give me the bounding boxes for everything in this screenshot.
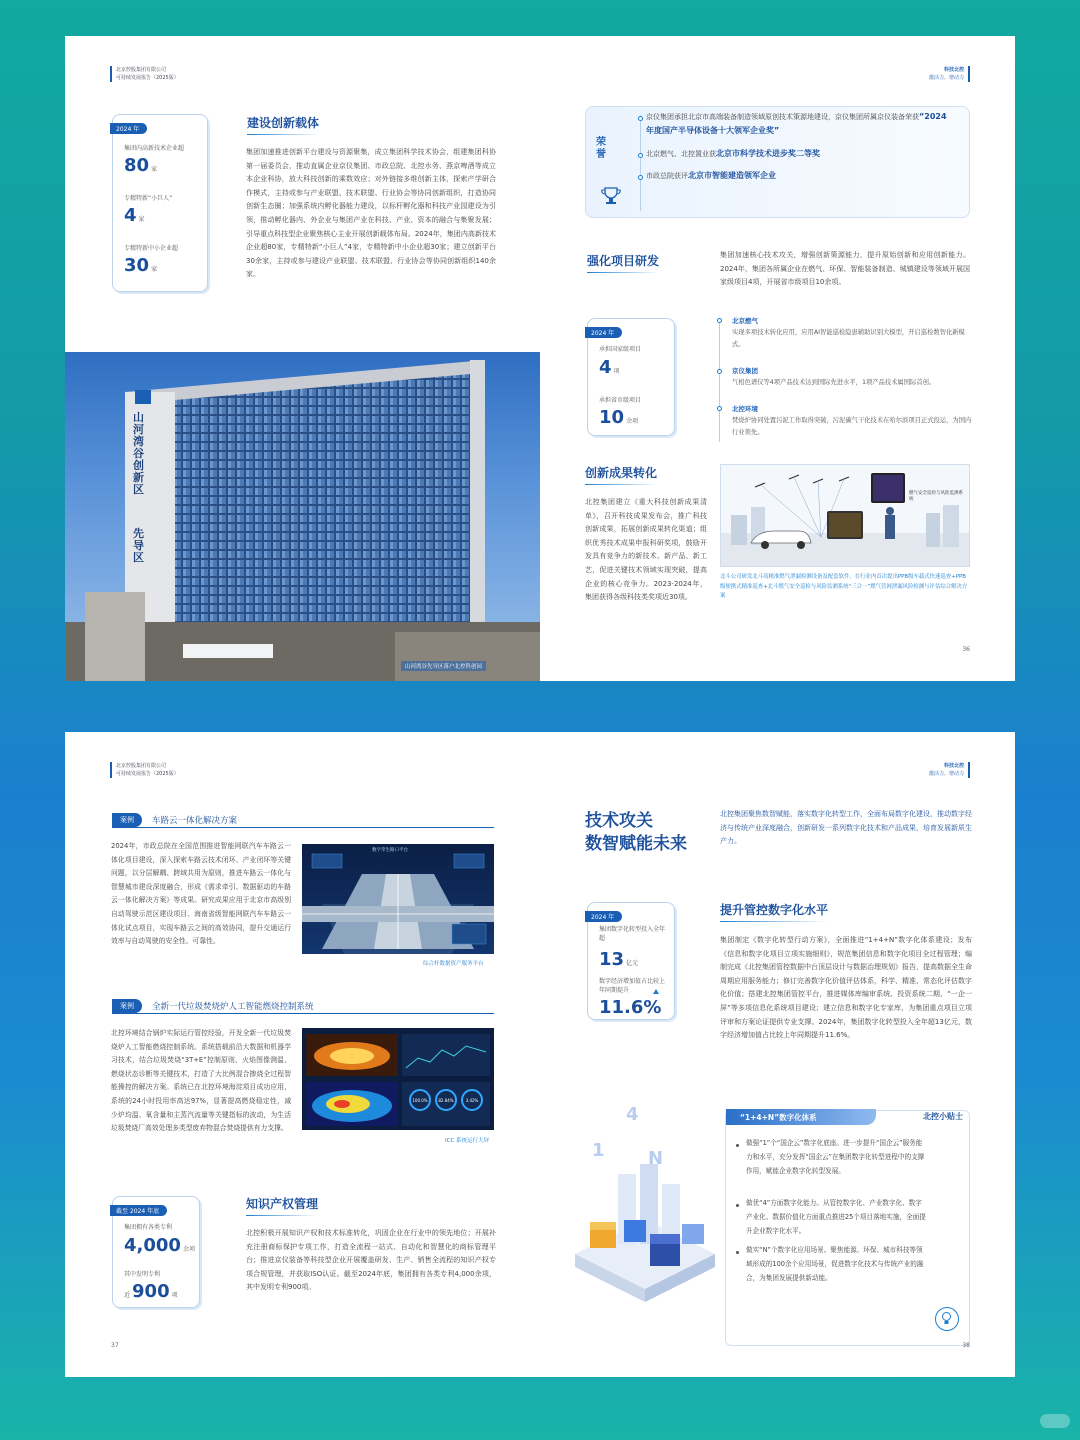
stat-value: 10 余项 (599, 407, 639, 428)
lightbulb-icon (935, 1307, 959, 1331)
tip-item: 做优“4”方面数字化能力。从管控数字化、产业数字化、数字产业化、数据价值化方面重点推进25个项目落地实施，全面提升企业数字化水平。 (746, 1199, 926, 1235)
chapter-title-line2: 数智赋能未来 (585, 834, 687, 854)
building-sign-main: 山河湾谷创新区 (133, 411, 144, 496)
photo-caption: 山河湾谷先导区落户北控科创园 (401, 661, 486, 671)
header-company (110, 66, 179, 82)
gauge-value: 100.0% (412, 1098, 428, 1103)
building-photo (65, 352, 540, 681)
stat-value: 30 家 (124, 255, 158, 276)
stat-label: 数字经济增加值占比较上年同期提升 (599, 978, 666, 994)
tips-tag: 北控小贴士 (923, 1112, 963, 1121)
stat-label: 专精特新中小企业超 (124, 245, 179, 252)
building-sign-sub: 先导区 (133, 527, 144, 564)
tips-panel (725, 1110, 970, 1346)
tip-item: 做强“1”个“国企云”数字化底座。进一步提升“国企云”服务能力和水平，充分发挥“国企云”在集团数字化转型进程中的支撑作用，赋能企业数字化转型发展。 (746, 1139, 925, 1175)
case-divider (112, 827, 494, 828)
chapter-title-line1: 技术攻关 (585, 811, 653, 831)
digital-stats-box (587, 902, 675, 1020)
digital-system-illustration (570, 1104, 720, 1304)
stat-value: 4 项 (599, 357, 620, 378)
honor-dot (638, 116, 643, 121)
header-company-name: 北京控股集团有限公司 (116, 763, 167, 769)
case-header (112, 812, 494, 828)
timeline-title: 北控环境 (732, 405, 758, 413)
figure-label: 燃气安全巡检与风险监测系统 (909, 491, 963, 502)
timeline-text: 气相色谱仪等4项产品技术达到国际先进水平，1项产品技术属国际首创。 (732, 379, 936, 386)
header-company (110, 762, 179, 778)
section-title: 建设创新载体 (247, 116, 320, 130)
gauge-value: 82.84% (438, 1098, 454, 1103)
gas-monitoring-figure (720, 464, 970, 567)
timeline-title: 京仪集团 (732, 367, 758, 375)
case-body: 北控环境结合锅炉实际运行管控经验，开发全新一代垃圾焚烧炉人工智能燃烧控制系统。系统搭载前沿大数据和机器学习技术，结合垃圾焚烧“3T+E”控制原则、火焰图像测温、燃烧状态诊断等关键技术，打造了大比例混合掺烧全过程智能操控的解决方案。系统已在北控环境海淀项目成功应用，系统的24小时投用率高达97%，显著提高燃烧稳定性，减少炉均温、氧含量和主蒸汽流量等关键指标的波动，为生活垃圾焚烧厂高效处理多类型废弃物混合焚烧提供有力支撑。 (111, 1029, 291, 1133)
smart-intersection-image (302, 844, 494, 954)
bullet-dot (736, 1204, 739, 1207)
honors-label: 荣誉 (596, 137, 606, 160)
gas-monitoring-illustration (721, 465, 970, 567)
image-caption: ICC 系统运行大屏 (445, 1138, 490, 1144)
watermark-badge (1040, 1414, 1070, 1428)
innovation-stats-box (112, 114, 208, 292)
honor-item: 京仪集团承担北京市高端装备制造领域原创技术策源地建设，京仪集团所属京仪装备荣获“2024 年度国产半导体设备十大领军企业奖” (646, 112, 947, 135)
tips-header (726, 1109, 971, 1125)
iso-label-1: 1 (592, 1140, 605, 1161)
header-report-name: 可持续发展报告（2025版） (116, 75, 179, 81)
icc-dashboard-image (302, 1028, 494, 1130)
section-title: 创新成果转化 (585, 466, 658, 480)
stat-label: 集团数字化转型投入全年超 (599, 926, 666, 942)
timeline-text: 焚烧炉协同处置污泥工作取得突破，污泥碳气干化技术在哈尔滨项目正式投运，为国内行业领先。 (732, 417, 972, 436)
chapter-intro: 北控集团聚焦数智赋能，落实数字化转型工作，全面布局数字化建设，推动数字经济与传统产业深度融合，创新研发一系列数字化技术和产品成果，培育发展新质生产力。 (720, 810, 972, 846)
trophy-icon (600, 185, 622, 207)
header-section-slogan: 激活力、增动力 (928, 75, 964, 81)
section-body: 集团加速推进创新平台建设与资源聚集，成立集团科学技术协会，组建集团科协第一届委员会，推动直属企业京仪集团、市政总院、北控水务、燕京啤酒等成立本企业科协，放大科技创新的乘数效应；对外链接多维创新主体，探索产学研合作模式，主持或参与产业联盟、技术联盟、行业协会等协同创新组织，打造协同创新生态圈；加强系统内孵化器能力建设，以标杆孵化器和科技产业园建设为引领，推动孵化器内、外企业与集团产业在科技、产业、资本的融合与集聚发展；引导重点科技型企业聚焦核心主业开展创新载体布局。2024年，集团内高新技术企业超80家，专精特新“小巨人”4家，专精特新中小企业超30家；建立创新平台30余家，主持或参与建设产业联盟、技术联盟、行业协会等协同创新组织140余家。 (246, 148, 496, 279)
report-spread-pages-35-36 (65, 36, 1015, 681)
page-number-left: 37 (111, 1342, 119, 1349)
iso-label-n: N (648, 1148, 664, 1169)
section-title: 强化项目研发 (587, 254, 660, 268)
case-title: 全新一代垃圾焚烧炉人工智能燃烧控制系统 (152, 1002, 314, 1012)
stat-label: 其中发明专利 (124, 1271, 161, 1278)
tips-title: “1+4+N”数字化体系 (726, 1109, 876, 1125)
header-section (929, 66, 970, 82)
section-body: 集团加速核心技术攻关，增强创新策源能力，提升原始创新和应用创新能力。2024年，集团各所属企业在燃气、环保、智能装备制造、城镇建设等领域开展国家级项目4项，开展省市级项目10余项。 (720, 251, 970, 287)
icc-dashboard-illustration (302, 1028, 494, 1130)
project-stats-box (587, 318, 675, 436)
year-tag: 2024 年 (110, 123, 147, 134)
case-tag: 案例 (112, 999, 142, 1013)
arrow-up-icon (653, 989, 659, 994)
stat-label: 集团拥有各类专利 (124, 1224, 173, 1231)
case-tag: 案例 (112, 813, 142, 827)
gauge-value: 3.42% (465, 1098, 479, 1103)
digital-twin-intersection (302, 844, 494, 954)
honor-item: 市政总院获评北京市智能建造领军企业 (646, 171, 776, 180)
stat-label: 专精特新“小巨人” (124, 195, 173, 202)
page-number-right: 38 (962, 1342, 970, 1349)
tip-item: 做实“N”个数字化应用场景。聚焦能源、环保、城市科技等领域形成的100余个应用场景，促进数字化技术与传统产业的融合，为集团发展提供新动能。 (746, 1246, 924, 1282)
report-spread-pages-37-38 (65, 732, 1015, 1377)
year-tag: 2024 年 (585, 911, 622, 922)
header-report-name: 可持续发展报告（2025版） (116, 771, 179, 777)
timeline-text: 实现多项技术转化应用，应用AI智能巡检隐患辅助识别大模型，开启巡检数智化新模式。 (732, 329, 965, 348)
timeline-dot (717, 369, 722, 374)
stat-value: 4 家 (124, 205, 145, 226)
stat-value: 80 家 (124, 155, 158, 176)
iso-label-4: 4 (626, 1104, 639, 1125)
header-section (929, 762, 970, 778)
timeline-dot (717, 318, 722, 323)
bullet-dot (736, 1144, 739, 1147)
honor-dot (638, 175, 643, 180)
stat-label: 集团内高新技术企业超 (124, 145, 185, 152)
isometric-blocks (570, 1104, 720, 1304)
year-tag: 2024 年 (585, 327, 622, 338)
honor-item: 北京燃气、北控置业获北京市科学技术进步奖二等奖 (646, 149, 820, 158)
case-divider (112, 1013, 494, 1014)
case-header (112, 998, 494, 1014)
honors-timeline-line (640, 115, 641, 211)
stat-value: 4,000 余项 (124, 1235, 195, 1256)
stat-value: 11.6% (599, 997, 662, 1018)
timeline-dot (717, 406, 722, 411)
section-title: 提升管控数字化水平 (720, 903, 829, 917)
screen-title: 数字孪生路口平台 (372, 848, 408, 853)
section-body: 北控积极开展知识产权和技术标准转化，巩固企业在行业中的领先地位；开展补充注册商标保护专项工作，打造全流程一站式、自动化和智慧化的商标管理平台；推进京仪装备等科技型企业开展覆盖研发、生产、销售全流程的知识产权专项合规管理，并获取ISO认证。截至2024年底，集团拥有各类专利4,000余项，其中发明专利900项。 (246, 1229, 496, 1292)
honors-panel (585, 106, 970, 218)
project-timeline-line (719, 318, 720, 442)
case-body: 2024年，市政总院在全国范围推进智能网联汽车车路云一体化项目建设，深入探索车路云技术闭环、产业闭环等关键问题，以分层解耦、跨域共用为原则，推进车路云一体化与智慧城市建设深度融合，形成《需求牵引、数据驱动的车路云一体化解决方案》等成果。研究成果应用于北京市高级别自动驾驶示范区建设项目、海南省级智能网联汽车车路云一体化试点项目，实现车路云之间的高效协同，提升交通运行效率与自动驾驶的安全性、可靠性。 (111, 842, 291, 946)
section-title: 知识产权管理 (246, 1197, 319, 1211)
stat-value: 13 亿元 (599, 949, 639, 970)
header-company-name: 北京控股集团有限公司 (116, 67, 167, 73)
header-section-name: 科技北控 (943, 763, 964, 769)
image-caption: 综合杆数据资产服务平台 (423, 961, 484, 967)
section-body: 北控集团建立《重大科技创新成果清单》，召开科技成果发布会，推广科技创新成果，拓展创新成果转化渠道；组织优秀技术成果申报科研奖项，鼓励开发具有竞争力的新技术、新产品、新工艺，促进关键技术领域实现突破，提高企业的核心竞争力。2023-2024年，集团获得各级科技类奖项近30项。 (585, 498, 707, 602)
patent-stats-box (112, 1196, 200, 1308)
header-section-name: 科技北控 (943, 67, 964, 73)
honor-dot (638, 153, 643, 158)
figure-caption: 北斗公司研发北斗高精准燃气泄漏检测设备及配套软件，在行业内首次提出PPB级车载式快速巡查+PPB级便携式精准巡查+北斗燃气安全巡检与风险监测系统“三合一”燃气管网泄漏风险检测与评估综合解决方案 (720, 574, 968, 599)
section-body: 集团制定《数字化转型行动方案》，全面推进“1+4+N”数字化体系建设；发布《信息和数字化项目立项实施细则》，规范集团信息和数字化项目全过程管理；编制完成《北控集团管控数据中台顶层设计与数据治理规划》报告，提高数据全生命周期应用服务能力；修订完善数字化价值评估体系，科学、精准、常态化评估数字化价值；搭建北控集团管控平台，推进媒体库编审系统、投资系统二期、“一企一屏”等多项信息化系统项目建设；建立信息和数字化专家库，为集团重点项目立项评审和方案论证提供专业支撑。2024年，集团数字化转型投入全年超13亿元，数字经济增加值占比较上年同期提升11.6%。 (720, 936, 972, 1040)
building-illustration (65, 352, 540, 681)
stat-label: 承担省市级项目 (599, 397, 642, 404)
page-number: 36 (962, 646, 970, 653)
year-tag: 截至 2024 年底 (110, 1205, 167, 1216)
stat-value: 近 900 项 (124, 1281, 178, 1302)
header-section-slogan: 激活力、增动力 (928, 771, 964, 777)
timeline-title: 北京燃气 (732, 317, 758, 325)
bullet-dot (736, 1251, 739, 1254)
stat-label: 承担国家级项目 (599, 346, 642, 353)
case-title: 车路云一体化解决方案 (152, 816, 238, 826)
